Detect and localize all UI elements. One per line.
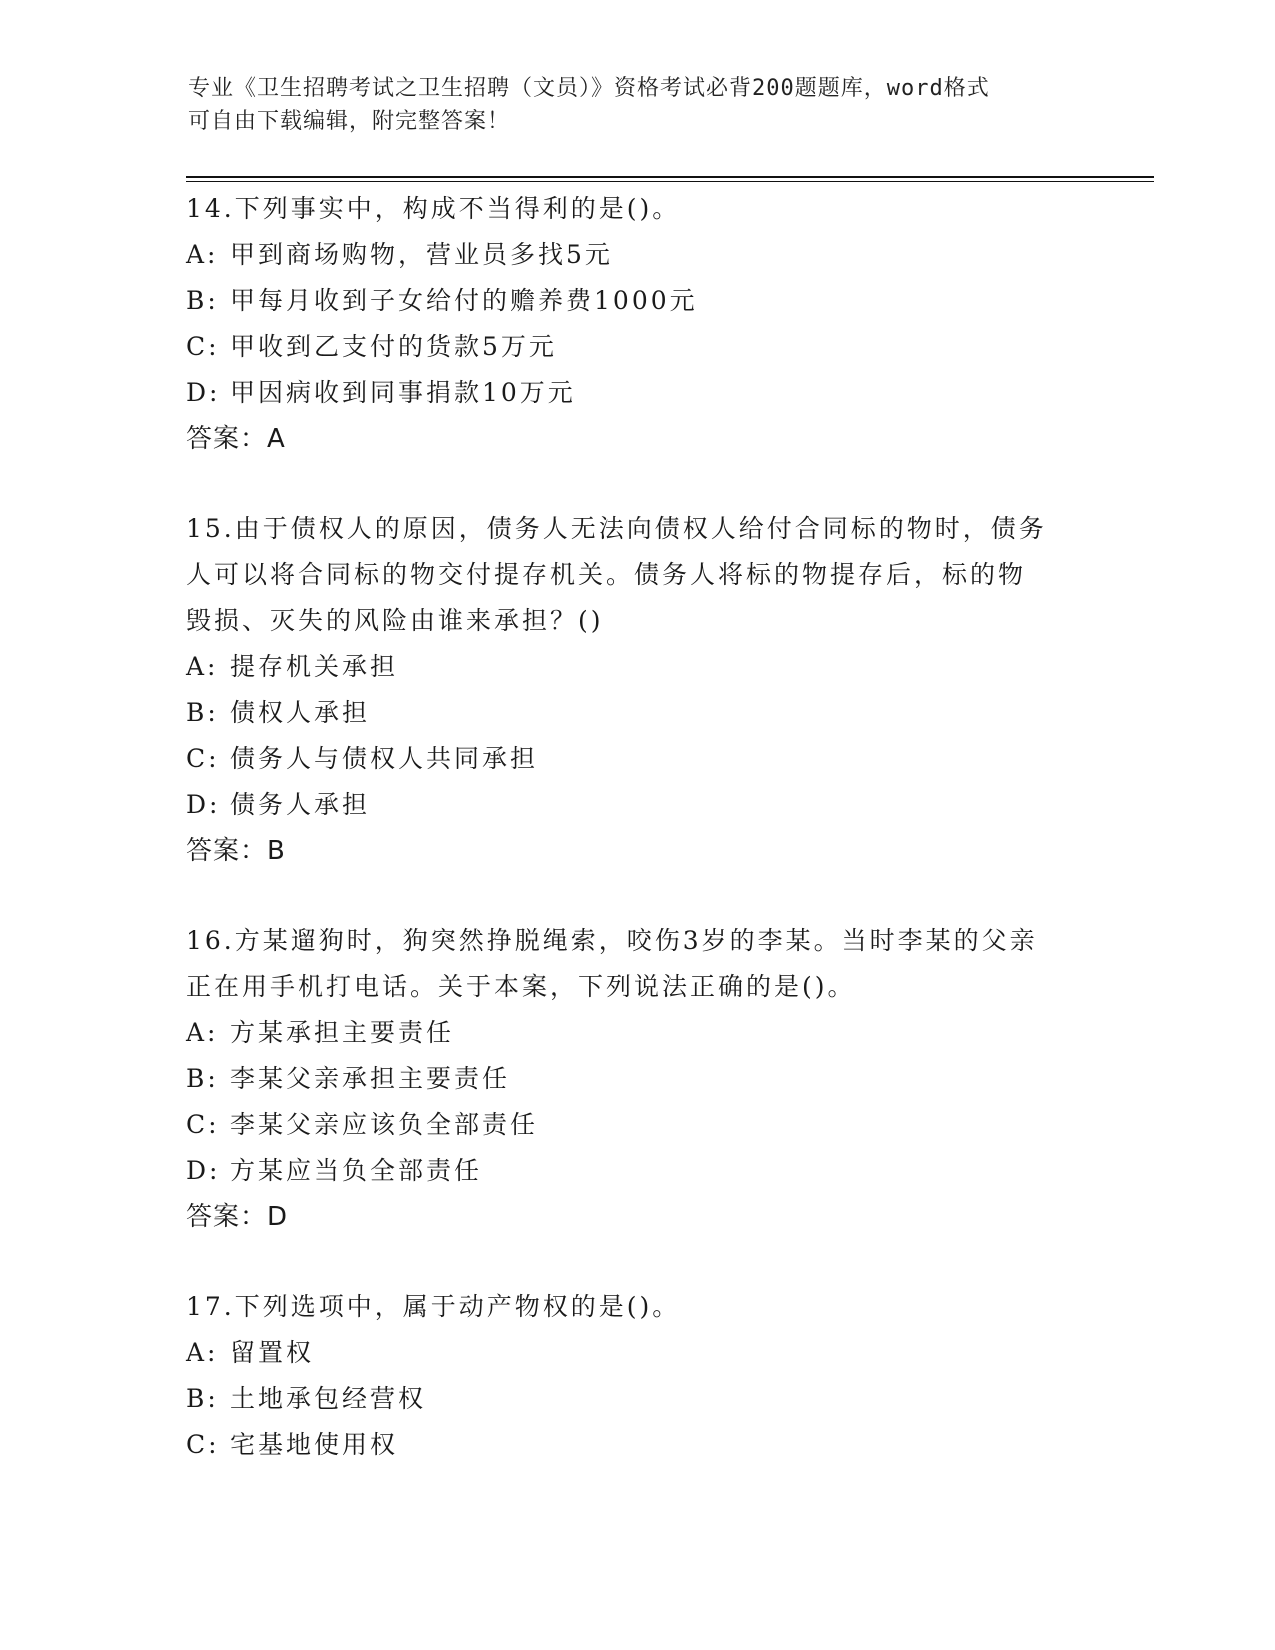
question-stem: 15.由于债权人的原因，债务人无法向债权人给付合同标的物时，债务: [186, 514, 1047, 543]
option-a: [186, 644, 1086, 690]
answer-line: 答案：D: [186, 1202, 289, 1232]
option-c: [186, 736, 1086, 782]
option-c: [186, 324, 1086, 370]
document-header: [188, 72, 1068, 138]
option-label: D:: [186, 790, 221, 819]
option-text: 方某承担主要责任: [230, 1018, 455, 1047]
option-d: [186, 370, 1086, 416]
question-stem: 14.下列事实中，构成不当得利的是()。: [186, 194, 681, 223]
question-block: [186, 186, 1086, 462]
option-label: B:: [186, 1384, 219, 1413]
answer-line: 答案：B: [186, 836, 286, 866]
option-b: [186, 690, 1086, 736]
option-text: 宅基地使用权: [230, 1430, 399, 1459]
option-text: 债务人承担: [230, 790, 371, 819]
option-text: 李某父亲承担主要责任: [230, 1064, 511, 1093]
question-stem: 17.下列选项中，属于动产物权的是()。: [186, 1292, 681, 1321]
option-d: [186, 1148, 1086, 1194]
question-block: [186, 1284, 1086, 1468]
question-stem: 毁损、灭失的风险由谁来承担？(): [186, 606, 604, 635]
option-label: A:: [186, 1338, 219, 1367]
question-block: [186, 918, 1086, 1240]
option-text: 留置权: [230, 1338, 315, 1367]
option-text: 债务人与债权人共同承担: [230, 744, 539, 773]
header-line-1: 专业《卫生招聘考试之卫生招聘（文员）》资格考试必背200题题库，word格式: [188, 76, 990, 101]
option-text: 李某父亲应该负全部责任: [230, 1110, 539, 1139]
option-label: C:: [186, 332, 220, 361]
answer-line: 答案：A: [186, 424, 286, 454]
option-text: 甲每月收到子女给付的赡养费1000元: [230, 286, 698, 315]
option-text: 方某应当负全部责任: [230, 1156, 483, 1185]
option-label: C:: [186, 744, 220, 773]
option-text: 债权人承担: [230, 698, 371, 727]
question-list: [186, 186, 1086, 1468]
option-a: [186, 1010, 1086, 1056]
option-text: 土地承包经营权: [230, 1384, 427, 1413]
question-stem: 正在用手机打电话。关于本案，下列说法正确的是()。: [186, 972, 856, 1001]
option-text: 提存机关承担: [230, 652, 399, 681]
option-text: 甲到商场购物，营业员多找5元: [230, 240, 613, 269]
option-d: [186, 782, 1086, 828]
option-label: B:: [186, 286, 219, 315]
question-block: [186, 506, 1086, 874]
option-label: B:: [186, 698, 219, 727]
option-text: 甲因病收到同事捐款10万元: [230, 378, 576, 407]
header-rule-thick: [186, 176, 1154, 178]
option-b: [186, 1056, 1086, 1102]
option-label: A:: [186, 240, 219, 269]
option-label: C:: [186, 1430, 220, 1459]
option-label: A:: [186, 652, 219, 681]
option-text: 甲收到乙支付的货款5万元: [230, 332, 557, 361]
option-label: A:: [186, 1018, 219, 1047]
option-label: B:: [186, 1064, 219, 1093]
question-stem: 16.方某遛狗时，狗突然挣脱绳索，咬伤3岁的李某。当时李某的父亲: [186, 926, 1038, 955]
option-b: [186, 1376, 1086, 1422]
header-rule-thin: [186, 181, 1154, 182]
question-stem: 人可以将合同标的物交付提存机关。债务人将标的物提存后，标的物: [186, 560, 1027, 589]
option-a: [186, 1330, 1086, 1376]
option-label: D:: [186, 378, 221, 407]
option-a: [186, 232, 1086, 278]
option-c: [186, 1102, 1086, 1148]
header-line-2: 可自由下载编辑，附完整答案！: [188, 109, 511, 134]
option-c: [186, 1422, 1086, 1468]
option-b: [186, 278, 1086, 324]
option-label: D:: [186, 1156, 221, 1185]
option-label: C:: [186, 1110, 220, 1139]
